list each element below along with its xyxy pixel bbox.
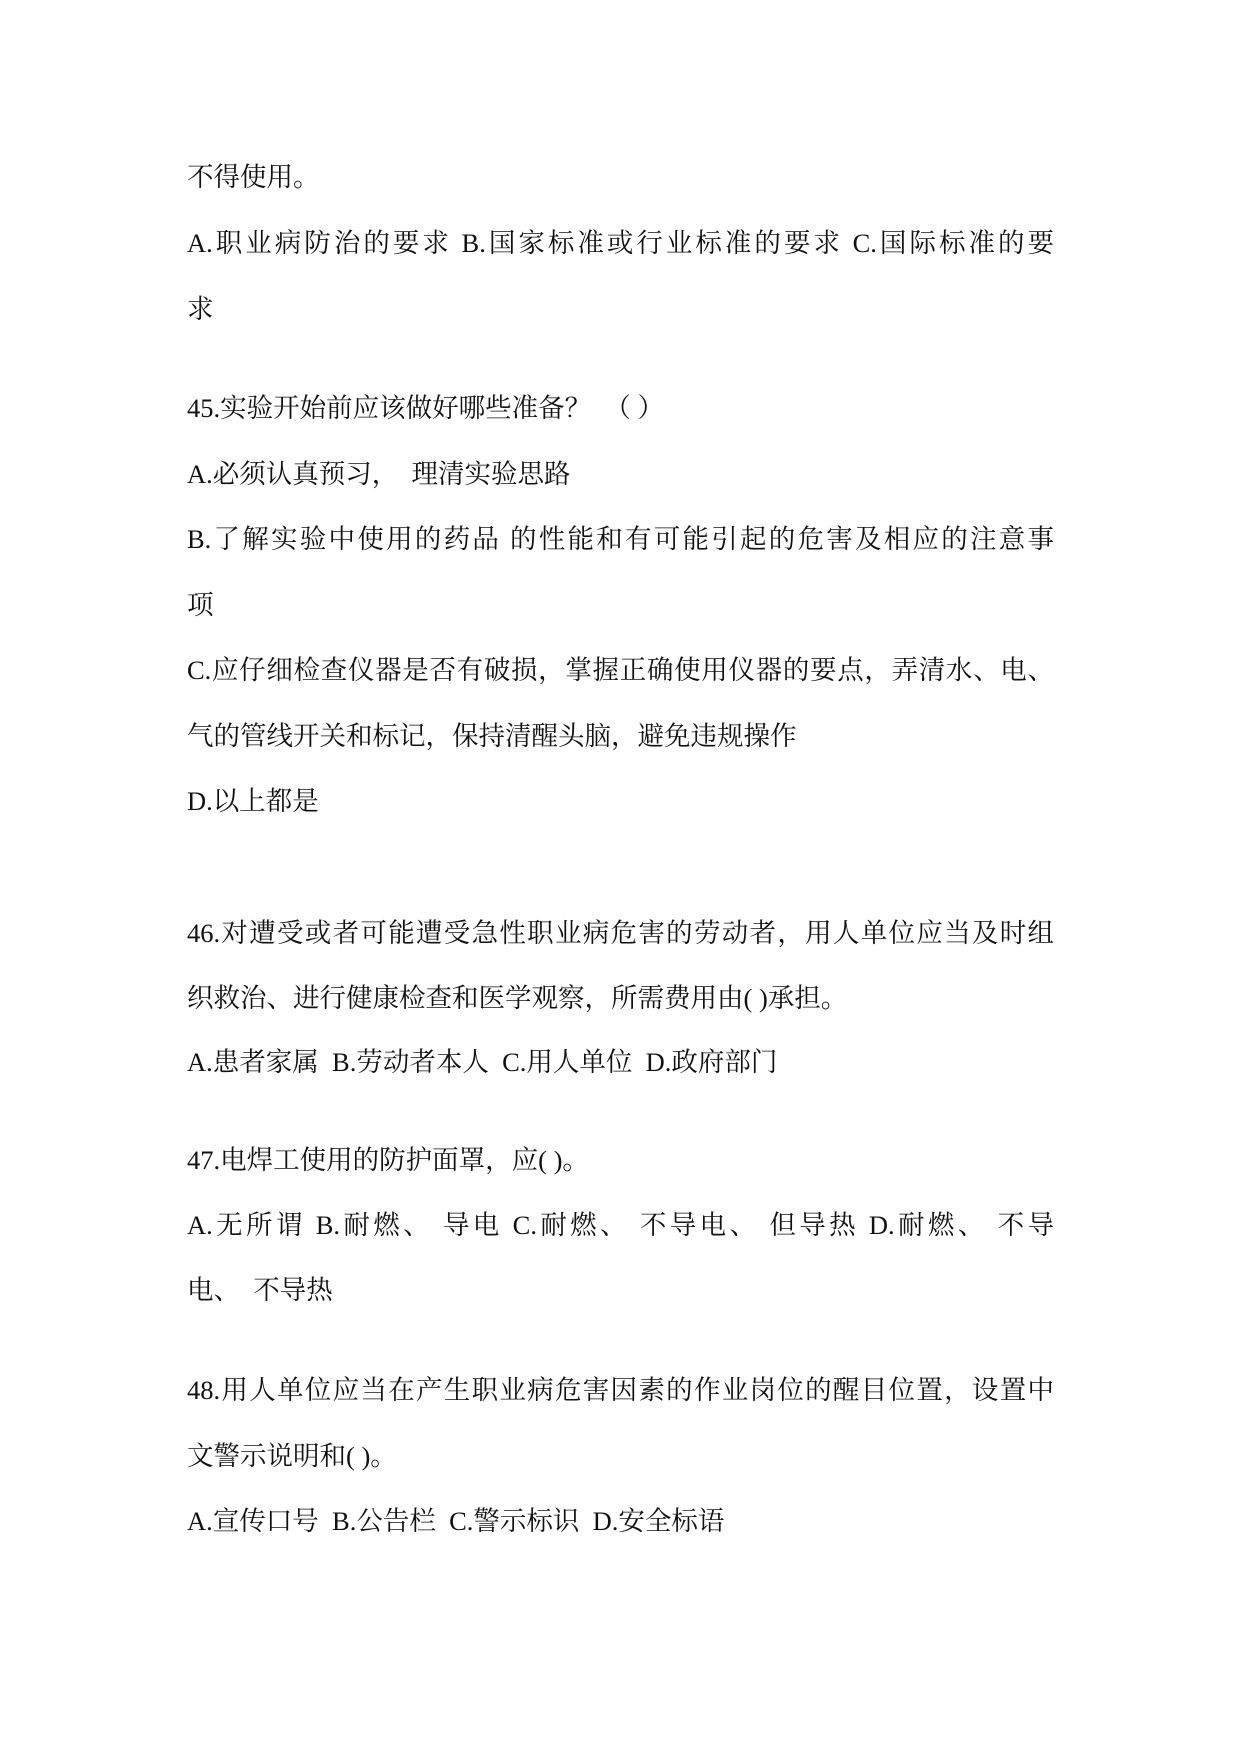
option-line: A.无所谓 B.耐燃、 导电 C.耐燃、 不导电、 但导热 D.耐燃、 不导: [187, 1210, 1054, 1240]
option-line: A.必须认真预习， 理清实验思路: [187, 459, 571, 489]
option-line: A.职业病防治的要求 B.国家标准或行业标准的要求 C.国际标准的要: [187, 228, 1054, 258]
option-line: A.宣传口号 B.公告栏 C.警示标识 D.安全标语: [187, 1506, 725, 1536]
question-stem-line: 织救治、进行健康检查和医学观察，所需费用由( )承担。: [187, 983, 848, 1013]
option-line: D.以上都是: [187, 786, 319, 816]
option-line: B.了解实验中使用的药品 的性能和有可能引起的危害及相应的注意事: [187, 524, 1054, 554]
option-line: 气的管线开关和标记，保持清醒头脑，避免违规操作: [187, 721, 797, 751]
option-line: 求: [187, 294, 214, 324]
question-stem-line: 文警示说明和( )。: [187, 1441, 397, 1471]
option-line: C.应仔细检查仪器是否有破损，掌握正确使用仪器的要点，弄清水、电、: [187, 655, 1054, 685]
option-line: 电、 不导热: [187, 1275, 333, 1305]
option-line: A.患者家属 B.劳动者本人 C.用人单位 D.政府部门: [187, 1047, 778, 1077]
question-stem-line: 45.实验开始前应该做好哪些准备？ （ ）: [187, 393, 664, 423]
question-stem-line: 不得使用。: [187, 162, 320, 192]
question-stem-line: 46.对遭受或者可能遭受急性职业病危害的劳动者，用人单位应当及时组: [187, 918, 1054, 948]
question-stem-line: 47.电焊工使用的防护面罩，应( )。: [187, 1145, 589, 1175]
option-line: 项: [187, 590, 214, 620]
question-stem-line: 48.用人单位应当在产生职业病危害因素的作业岗位的醒目位置，设置中: [187, 1375, 1054, 1405]
